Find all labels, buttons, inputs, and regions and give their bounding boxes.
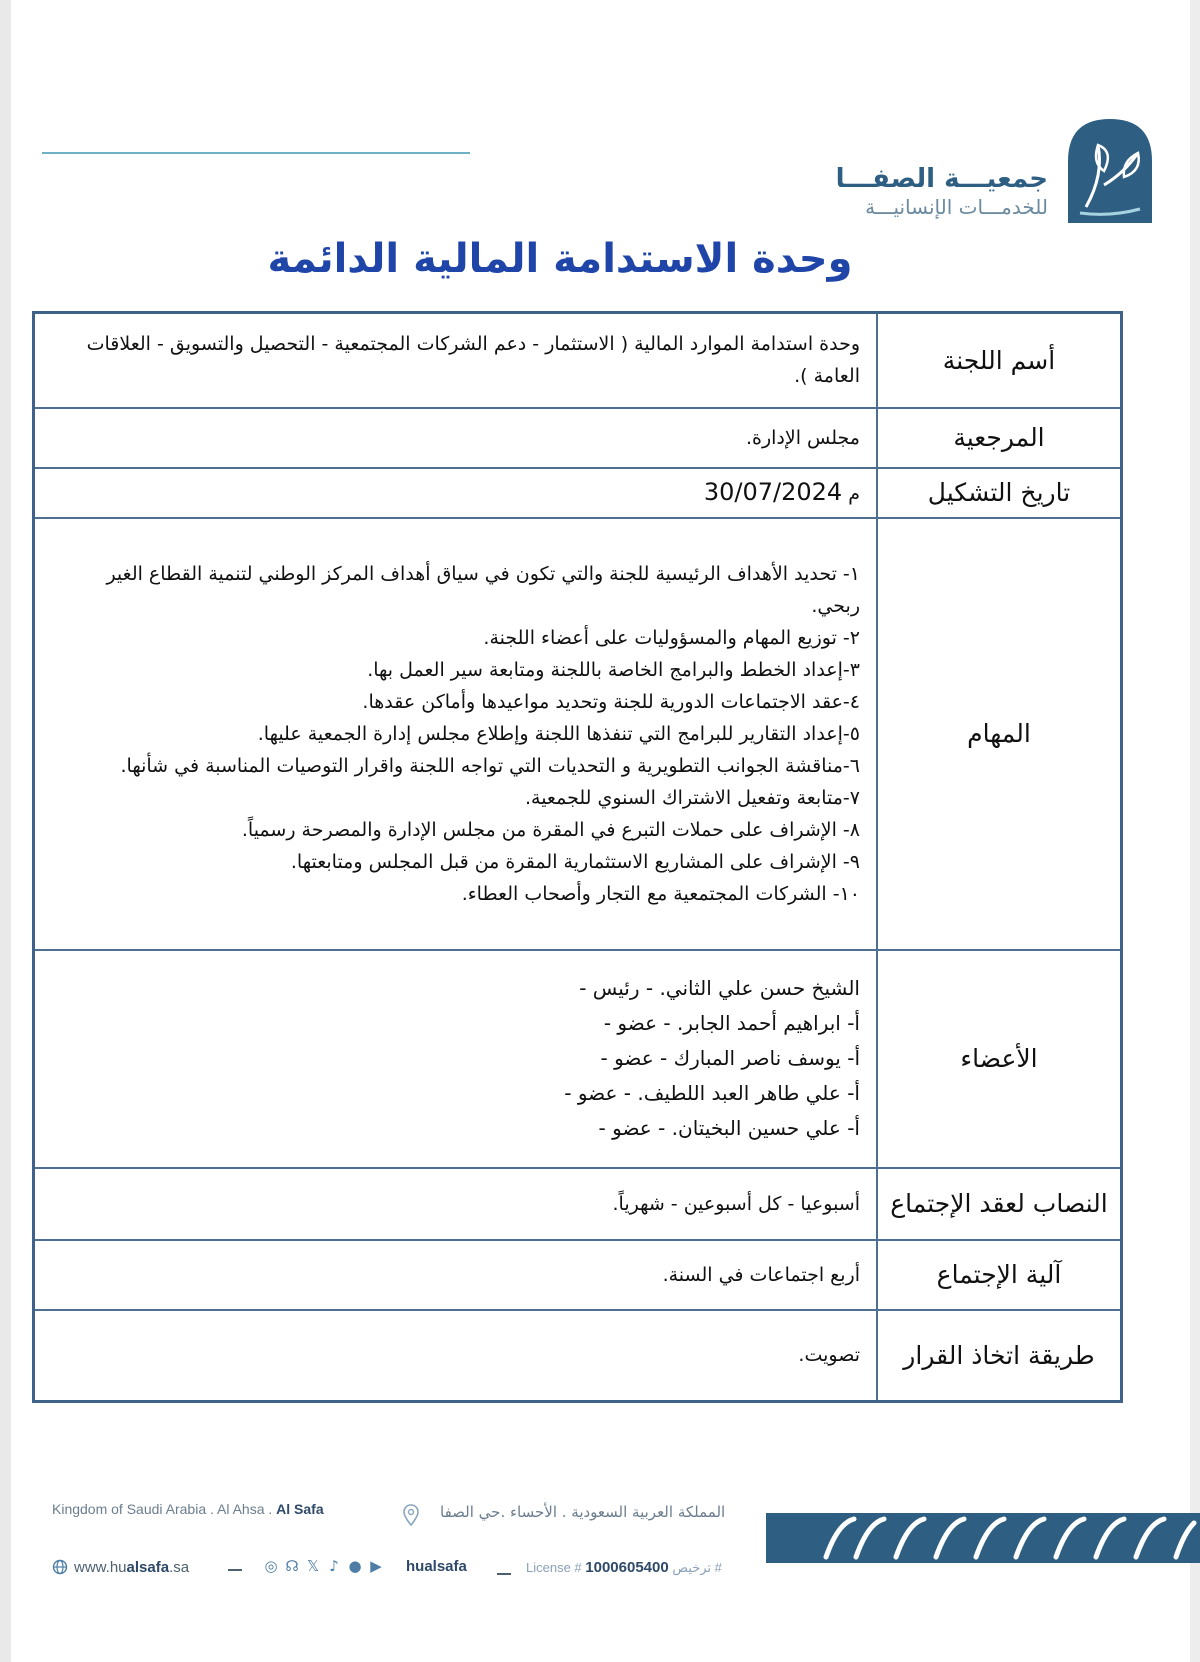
mechanism-value: أربع اجتماعات في السنة. [34,1240,878,1310]
youtube-icon[interactable]: ▶ [370,1557,382,1575]
org-name-block [836,164,1048,220]
scan-edge-left [0,0,11,1662]
task-item: ٦-مناقشة الجوانب التطويرية و التحديات التي تواجه اللجنة واقرار التوصيات المناسبة في شأنها. [120,754,860,777]
member-item: أ- علي طاهر العبد اللطيف. - عضو - [564,1081,860,1105]
task-item: ٤-عقد الاجتماعات الدورية للجنة وتحديد مواعيدها وأماكن عقدها. [362,690,860,713]
task-item: ٨- الإشراف على حملات التبرع في المقرة من مجلس الإدارة والمصرحة رسمياً. [241,818,860,841]
footer-website[interactable] [74,1559,189,1576]
license-number: 1000605400 [585,1559,669,1576]
task-item: ١٠- الشركات المجتمعية مع التجار وأصحاب العطاء. [461,882,860,905]
social-handle: hualsafa [406,1558,467,1575]
instagram-icon[interactable]: ◎ [264,1557,278,1575]
member-item: أ- يوسف ناصر المبارك - عضو - [600,1046,860,1070]
globe-icon [52,1559,68,1575]
footer-license [526,1559,722,1576]
quorum-label: النصاب لعقد الإجتماع [877,1168,1122,1240]
mechanism-label: آلية الإجتماع [877,1240,1122,1310]
formation-date-suffix: م [848,482,860,505]
row-committee-name [34,313,1122,408]
committee-name-value: وحدة استدامة الموارد المالية ( الاستثمار - دعم الشركات المجتمعية - التحصيل والتسويق - العلاقات العامة ). [34,313,878,408]
website-suffix: .sa [169,1559,190,1576]
task-item: ٥-إعداد التقارير للبرامج التي تنفذها اللجنة وإطلاع مجلس إدارة الجمعية عليها. [257,722,860,745]
website-bold: alsafa [126,1559,170,1576]
logo-emblem-icon [1064,115,1156,225]
address-en-text: Kingdom of Saudi Arabia . Al Ahsa . [52,1501,273,1517]
task-item: ١- تحديد الأهداف الرئيسية للجنة والتي تكون في سياق أهداف المركز الوطني لتنمية القطاع الغير ربحي. [106,562,860,617]
task-item: ٩- الإشراف على المشاريع الاستثمارية المقرة من قبل المجلس ومتابعتها. [290,850,860,873]
social-icons [262,1557,385,1575]
row-mechanism [34,1240,1122,1310]
decision-label: طريقة اتخاذ القرار [877,1310,1122,1402]
task-item: ٢- توزيع المهام والمسؤوليات على أعضاء اللجنة. [483,626,860,649]
scan-edge-right [1190,0,1200,1662]
footer-address-ar: المملكة العربية السعودية . الأحساء .حي الصفا [440,1503,726,1521]
tiktok-icon[interactable]: ♪ [329,1557,339,1575]
snapchat-icon[interactable]: ☊ [285,1557,299,1575]
task-item: ٣-إعداد الخطط والبرامج الخاصة باللجنة ومتابعة سير العمل بها. [367,658,860,681]
footer-separator [228,1569,242,1571]
location-pin-icon [402,1503,420,1527]
tasks-label: المهام [877,518,1122,950]
member-item: أ- علي حسين البخيتان. - عضو - [598,1116,860,1140]
committee-info-table [32,311,1123,1403]
committee-name-label: أسم اللجنة [877,313,1122,408]
x-icon[interactable]: 𝕏 [306,1557,320,1575]
footer [0,1495,1200,1615]
row-members [34,950,1122,1168]
formation-date-cell [34,468,878,518]
quorum-value: أسبوعيا - كل أسبوعين - شهرياً. [34,1168,878,1240]
tasks-list [34,518,878,950]
org-name: جمعيـــة الصفـــا [835,164,1048,194]
row-formation-date [34,468,1122,518]
row-quorum [34,1168,1122,1240]
member-item: الشيخ حسن علي الثاني. - رئيس - [579,976,860,1000]
members-list [34,950,878,1168]
facebook-icon[interactable]: ● [348,1557,362,1575]
address-en-bold: Al Safa [276,1501,324,1517]
brand-stripes-graphic [766,1513,1200,1563]
row-tasks [34,518,1122,950]
member-item: أ- ابراهيم أحمد الجابر. - عضو - [603,1011,860,1035]
decision-value: تصويت. [34,1310,878,1402]
formation-date-label: تاريخ التشكيل [877,468,1122,518]
org-subtitle: للخدمـــات الإنسانيـــة [865,195,1048,219]
reference-value: مجلس الإدارة. [34,408,878,468]
members-label: الأعضاء [877,950,1122,1168]
formation-date-value: 30/07/2024 [703,477,843,506]
footer-separator [497,1573,511,1575]
website-prefix: www.hu [74,1559,127,1576]
task-item: ٧-متابعة وتفعيل الاشتراك السنوي للجمعية. [524,786,860,809]
row-reference [34,408,1122,468]
license-ar: ترخيص # [672,1560,722,1575]
row-decision [34,1310,1122,1402]
header-rule [42,152,470,154]
reference-label: المرجعية [877,408,1122,468]
document-title: وحدة الاستدامة المالية الدائمة [267,236,853,282]
footer-address-en [52,1501,324,1517]
license-prefix: License # [526,1560,582,1575]
